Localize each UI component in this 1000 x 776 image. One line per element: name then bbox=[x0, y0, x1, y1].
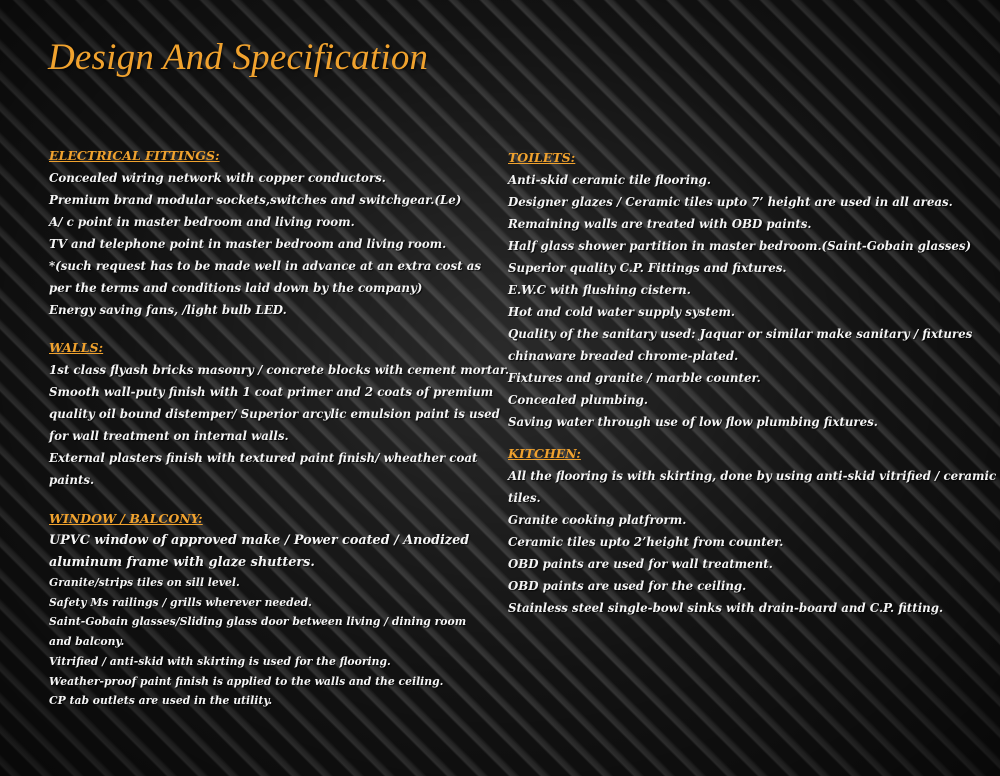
spec-line: Saving water through use of low flow plumbing fixtures. bbox=[508, 415, 878, 429]
left-column bbox=[49, 145, 510, 711]
spec-line: CP tab outlets are used in the utility. bbox=[49, 694, 273, 708]
spec-line: Anti-skid ceramic tile flooring. bbox=[508, 173, 711, 187]
spec-line: TV and telephone point in master bedroom and living room. bbox=[49, 237, 447, 251]
spec-line: Vitrified / anti-skid with skirting is used for the flooring. bbox=[49, 654, 391, 668]
right-column bbox=[508, 147, 997, 619]
spec-line: *(such request has to be made well in advance at an extra cost as bbox=[49, 259, 482, 273]
spec-line: Ceramic tiles upto 2’height from counter. bbox=[508, 535, 784, 549]
section-window-balcony bbox=[49, 508, 489, 711]
spec-line: Superior quality C.P. Fittings and fixtures. bbox=[508, 261, 787, 275]
spec-line: Energy saving fans, /light bulb LED. bbox=[49, 303, 287, 317]
spec-line: Saint-Gobain glasses/Sliding glass door between living / dining room bbox=[49, 615, 467, 629]
section-toilets bbox=[508, 147, 978, 433]
section-heading: ELECTRICAL FITTINGS: bbox=[49, 148, 220, 163]
section-heading: TOILETS: bbox=[508, 150, 576, 165]
spec-line: Quality of the sanitary used: Jaquar or similar make sanitary / fixtures bbox=[508, 327, 973, 341]
spec-line: tiles. bbox=[508, 491, 541, 505]
spec-line: Granite/strips tiles on sill level. bbox=[49, 576, 240, 589]
spec-line: A/ c point in master bedroom and living room. bbox=[49, 215, 355, 229]
spec-line: Concealed plumbing. bbox=[508, 393, 648, 407]
spec-line: OBD paints are used for wall treatment. bbox=[508, 557, 773, 571]
spec-line: External plasters finish with textured paint finish/ wheather coat bbox=[49, 451, 478, 465]
section-electrical-fittings bbox=[49, 145, 489, 321]
spec-line: chinaware breaded chrome-plated. bbox=[508, 349, 739, 363]
page-title: Design And Specification bbox=[48, 37, 429, 78]
spec-line: quality oil bound distemper/ Superior arcylic emulsion paint is used bbox=[49, 407, 500, 421]
spec-line: Stainless steel single-bowl sinks with drain-board and C.P. fitting. bbox=[508, 601, 944, 615]
spec-line: Weather-proof paint finish is applied to the walls and the ceiling. bbox=[49, 674, 444, 688]
spec-line: and balcony. bbox=[49, 635, 125, 649]
spec-line: Half glass shower partition in master bedroom.(Saint-Gobain glasses) bbox=[508, 239, 972, 253]
section-heading: WINDOW / BALCONY: bbox=[49, 511, 203, 526]
spec-line: Concealed wiring network with copper conductors. bbox=[49, 171, 386, 185]
spec-line: Remaining walls are treated with OBD paints. bbox=[508, 217, 812, 231]
spec-line: UPVC window of approved make / Power coated / Anodized bbox=[49, 533, 470, 548]
section-heading: KITCHEN: bbox=[508, 446, 581, 461]
spec-line: Premium brand modular sockets,switches and switchgear.(Le) bbox=[49, 193, 462, 207]
spec-line: Smooth wall-puty finish with 1 coat primer and 2 coats of premium bbox=[49, 385, 494, 399]
spec-line: for wall treatment on internal walls. bbox=[49, 429, 289, 443]
spec-line: All the flooring is with skirting, done by using anti-skid vitrified / ceramic bbox=[508, 469, 997, 483]
spec-line: OBD paints are used for the ceiling. bbox=[508, 579, 747, 593]
section-walls bbox=[49, 337, 510, 491]
spec-line: Fixtures and granite / marble counter. bbox=[508, 371, 761, 385]
section-kitchen bbox=[508, 443, 997, 619]
section-heading: WALLS: bbox=[49, 340, 104, 355]
spec-line: 1st class flyash bricks masonry / concrete blocks with cement mortar. bbox=[49, 363, 510, 377]
spec-line: Designer glazes / Ceramic tiles upto 7’ height are used in all areas. bbox=[508, 195, 953, 209]
spec-line: per the terms and conditions laid down by the company) bbox=[49, 281, 423, 295]
spec-line: Safety Ms railings / grills wherever needed. bbox=[49, 595, 312, 609]
spec-line: Granite cooking platfrorm. bbox=[508, 513, 687, 527]
spec-line: Hot and cold water supply system. bbox=[508, 305, 735, 319]
spec-line: aluminum frame with glaze shutters. bbox=[49, 554, 315, 570]
spec-line: E.W.C with flushing cistern. bbox=[508, 283, 691, 297]
spec-line: paints. bbox=[49, 473, 95, 487]
